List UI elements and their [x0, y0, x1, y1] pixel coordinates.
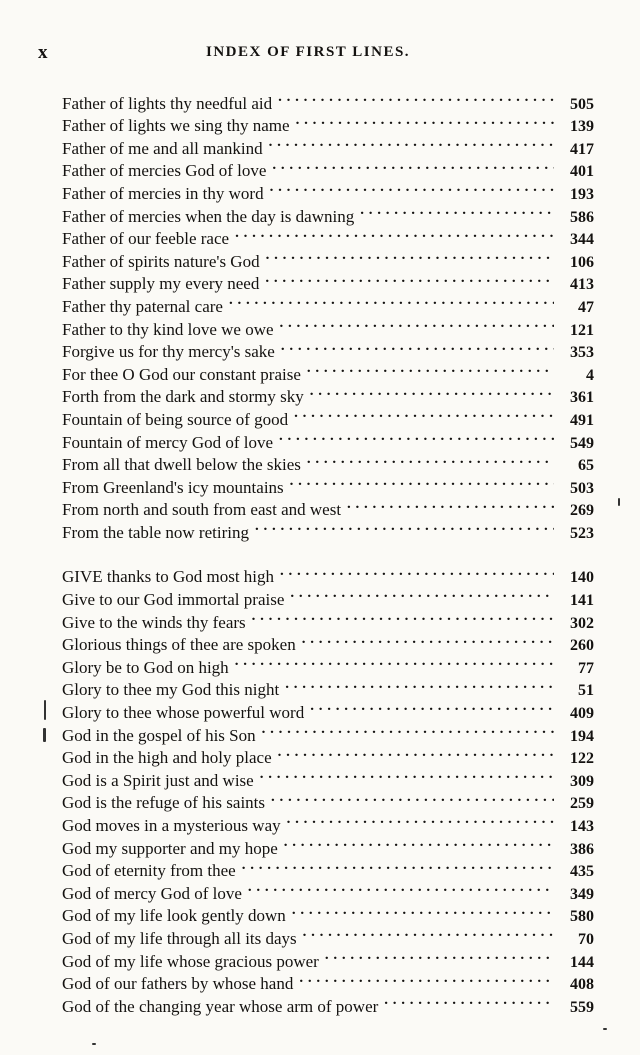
page-reference: 269	[570, 502, 594, 520]
dot-leader	[287, 808, 554, 831]
page-reference: 121	[570, 321, 594, 339]
dot-leader	[294, 402, 554, 425]
first-line-text: God is the refuge of his saints	[62, 793, 266, 813]
page-reference: 140	[570, 569, 594, 587]
page-reference: 65	[578, 457, 594, 475]
first-line-text: God in the high and holy place	[62, 748, 272, 768]
dot-leader	[299, 967, 554, 990]
page-reference: 503	[570, 479, 594, 497]
first-line-text: Father supply my every need	[62, 274, 260, 294]
dot-leader	[281, 335, 554, 358]
first-line-text: Father of lights thy needful aid	[62, 93, 273, 113]
first-line-text: God of my life through all its days	[62, 928, 297, 948]
dot-leader	[290, 470, 554, 493]
first-line-text: Father of spirits nature's God	[62, 251, 260, 271]
page-reference: 413	[570, 276, 594, 294]
first-line-text: From north and south from east and west	[62, 500, 342, 520]
dot-leader	[296, 109, 554, 132]
print-speck	[603, 1028, 607, 1030]
dot-leader	[384, 989, 554, 1012]
first-line-text: Father of lights we sing thy name	[62, 116, 290, 136]
dot-leader	[270, 176, 554, 199]
print-speck	[44, 700, 46, 720]
print-speck	[618, 498, 620, 506]
dot-leader	[278, 741, 554, 764]
dot-leader	[360, 199, 554, 222]
first-line-text: Glory to thee whose powerful word	[62, 703, 305, 723]
first-line-text: Father of mercies in thy word	[62, 183, 264, 203]
page-reference: 77	[578, 659, 594, 677]
page-reference: 344	[570, 231, 594, 249]
page-reference: 47	[578, 298, 594, 316]
first-lines-index	[62, 86, 594, 1016]
page-reference: 505	[570, 95, 594, 113]
page-reference: 4	[586, 366, 594, 384]
page-reference: 586	[570, 208, 594, 226]
first-line-text: Glory be to God on high	[62, 657, 229, 677]
print-speck	[92, 1043, 96, 1045]
first-line-text: God in the gospel of his Son	[62, 725, 256, 745]
dot-leader	[285, 673, 554, 696]
dot-leader	[325, 944, 554, 967]
page-reference: 143	[570, 818, 594, 835]
first-line-text: Fountain of being source of good	[62, 409, 289, 429]
page-reference: 144	[570, 953, 594, 971]
first-line-text: God is a Spirit just and wise	[62, 770, 254, 790]
dot-leader	[262, 718, 554, 741]
dot-leader	[347, 493, 554, 516]
dot-leader	[255, 515, 554, 538]
first-line-text: Father to thy kind love we owe	[62, 319, 274, 339]
page-reference: 194	[570, 727, 594, 745]
dot-leader	[303, 921, 554, 944]
index-entry	[62, 560, 594, 587]
dot-leader	[280, 560, 554, 583]
page-reference: 549	[570, 434, 594, 452]
first-line-text: God moves in a mysterious way	[62, 816, 281, 835]
dot-leader	[284, 831, 554, 854]
index-entry	[62, 86, 594, 113]
page-reference: 141	[570, 592, 594, 610]
running-head-title: INDEX OF FIRST LINES.	[206, 44, 411, 60]
page-reference: 349	[570, 885, 594, 903]
page-reference: 401	[570, 163, 594, 181]
dot-leader	[265, 267, 554, 290]
dot-leader	[235, 222, 554, 245]
first-line-text: Father of mercies God of love	[62, 161, 267, 181]
dot-leader	[235, 650, 554, 673]
first-line-text: From all that dwell below the skies	[62, 455, 301, 475]
first-line-text: Father of our feeble race	[62, 229, 230, 249]
page-reference: 260	[570, 637, 594, 655]
first-line-text: GIVE thanks to God most high	[62, 567, 275, 587]
dot-leader	[292, 899, 554, 922]
first-line-text: Give to our God immortal praise	[62, 590, 285, 610]
first-line-text: God of my life whose gracious power	[62, 951, 319, 971]
dot-leader	[280, 312, 554, 335]
dot-leader	[266, 244, 554, 267]
dot-leader	[242, 854, 554, 877]
dot-leader	[278, 86, 554, 109]
dot-leader	[310, 380, 554, 403]
dot-leader	[307, 357, 554, 380]
page-reference: 70	[578, 930, 594, 948]
page-reference: 409	[570, 705, 594, 723]
first-line-text: God my supporter and my hope	[62, 838, 278, 858]
page-reference: 302	[570, 614, 594, 632]
first-line-text: Glorious things of thee are spoken	[62, 635, 296, 655]
dot-leader	[269, 131, 554, 154]
first-line-text: Forth from the dark and stormy sky	[62, 387, 304, 407]
first-line-text: From the table now retiring	[62, 522, 249, 542]
dot-leader	[271, 786, 554, 809]
dot-leader	[290, 582, 554, 605]
page-reference: 386	[570, 840, 594, 858]
first-line-text: Father thy paternal care	[62, 296, 223, 316]
first-line-text: Father of mercies when the day is dawning	[62, 206, 355, 226]
page-reference: 417	[570, 140, 594, 158]
page-reference: 122	[570, 750, 594, 768]
page-reference: 139	[570, 118, 594, 136]
page-reference: 309	[570, 772, 594, 790]
page-reference: 408	[570, 976, 594, 994]
dot-leader	[279, 425, 554, 448]
first-line-text: Glory to thee my God this night	[62, 680, 280, 700]
first-line-text: Give to the winds thy fears	[62, 612, 246, 632]
page-reference: 523	[570, 524, 594, 542]
first-line-text: Fountain of mercy God of love	[62, 432, 274, 452]
page-reference: 106	[570, 253, 594, 271]
dot-leader	[260, 763, 554, 786]
page-reference: 193	[570, 185, 594, 203]
page-reference: 51	[578, 682, 594, 700]
dot-leader	[272, 154, 554, 177]
dot-leader	[252, 605, 554, 628]
first-line-text: God of mercy God of love	[62, 883, 242, 903]
first-line-text: For thee O God our constant praise	[62, 364, 301, 384]
page-number: x	[38, 42, 49, 63]
page-reference: 361	[570, 389, 594, 407]
first-line-text: Forgive us for thy mercy's sake	[62, 342, 275, 362]
first-line-text: Father of me and all mankind	[62, 138, 263, 158]
page-reference: 559	[570, 998, 594, 1016]
first-line-text: God of eternity from thee	[62, 861, 236, 881]
page-reference: 259	[570, 795, 594, 813]
dot-leader	[302, 628, 554, 651]
page-header	[38, 42, 598, 66]
dot-leader	[307, 448, 554, 471]
first-line-text: God of my life look gently down	[62, 906, 286, 926]
page-reference: 435	[570, 863, 594, 881]
dot-leader	[310, 695, 554, 718]
page-reference: 580	[570, 908, 594, 926]
first-line-text: God of our fathers by whose hand	[62, 974, 294, 994]
page-reference: 353	[570, 344, 594, 362]
dot-leader	[248, 876, 554, 899]
first-line-text: God of the changing year whose arm of power	[62, 996, 379, 1016]
print-speck	[43, 728, 46, 742]
dot-leader	[229, 289, 554, 312]
first-line-text: From Greenland's icy mountains	[62, 477, 284, 497]
page-reference: 491	[570, 411, 594, 429]
